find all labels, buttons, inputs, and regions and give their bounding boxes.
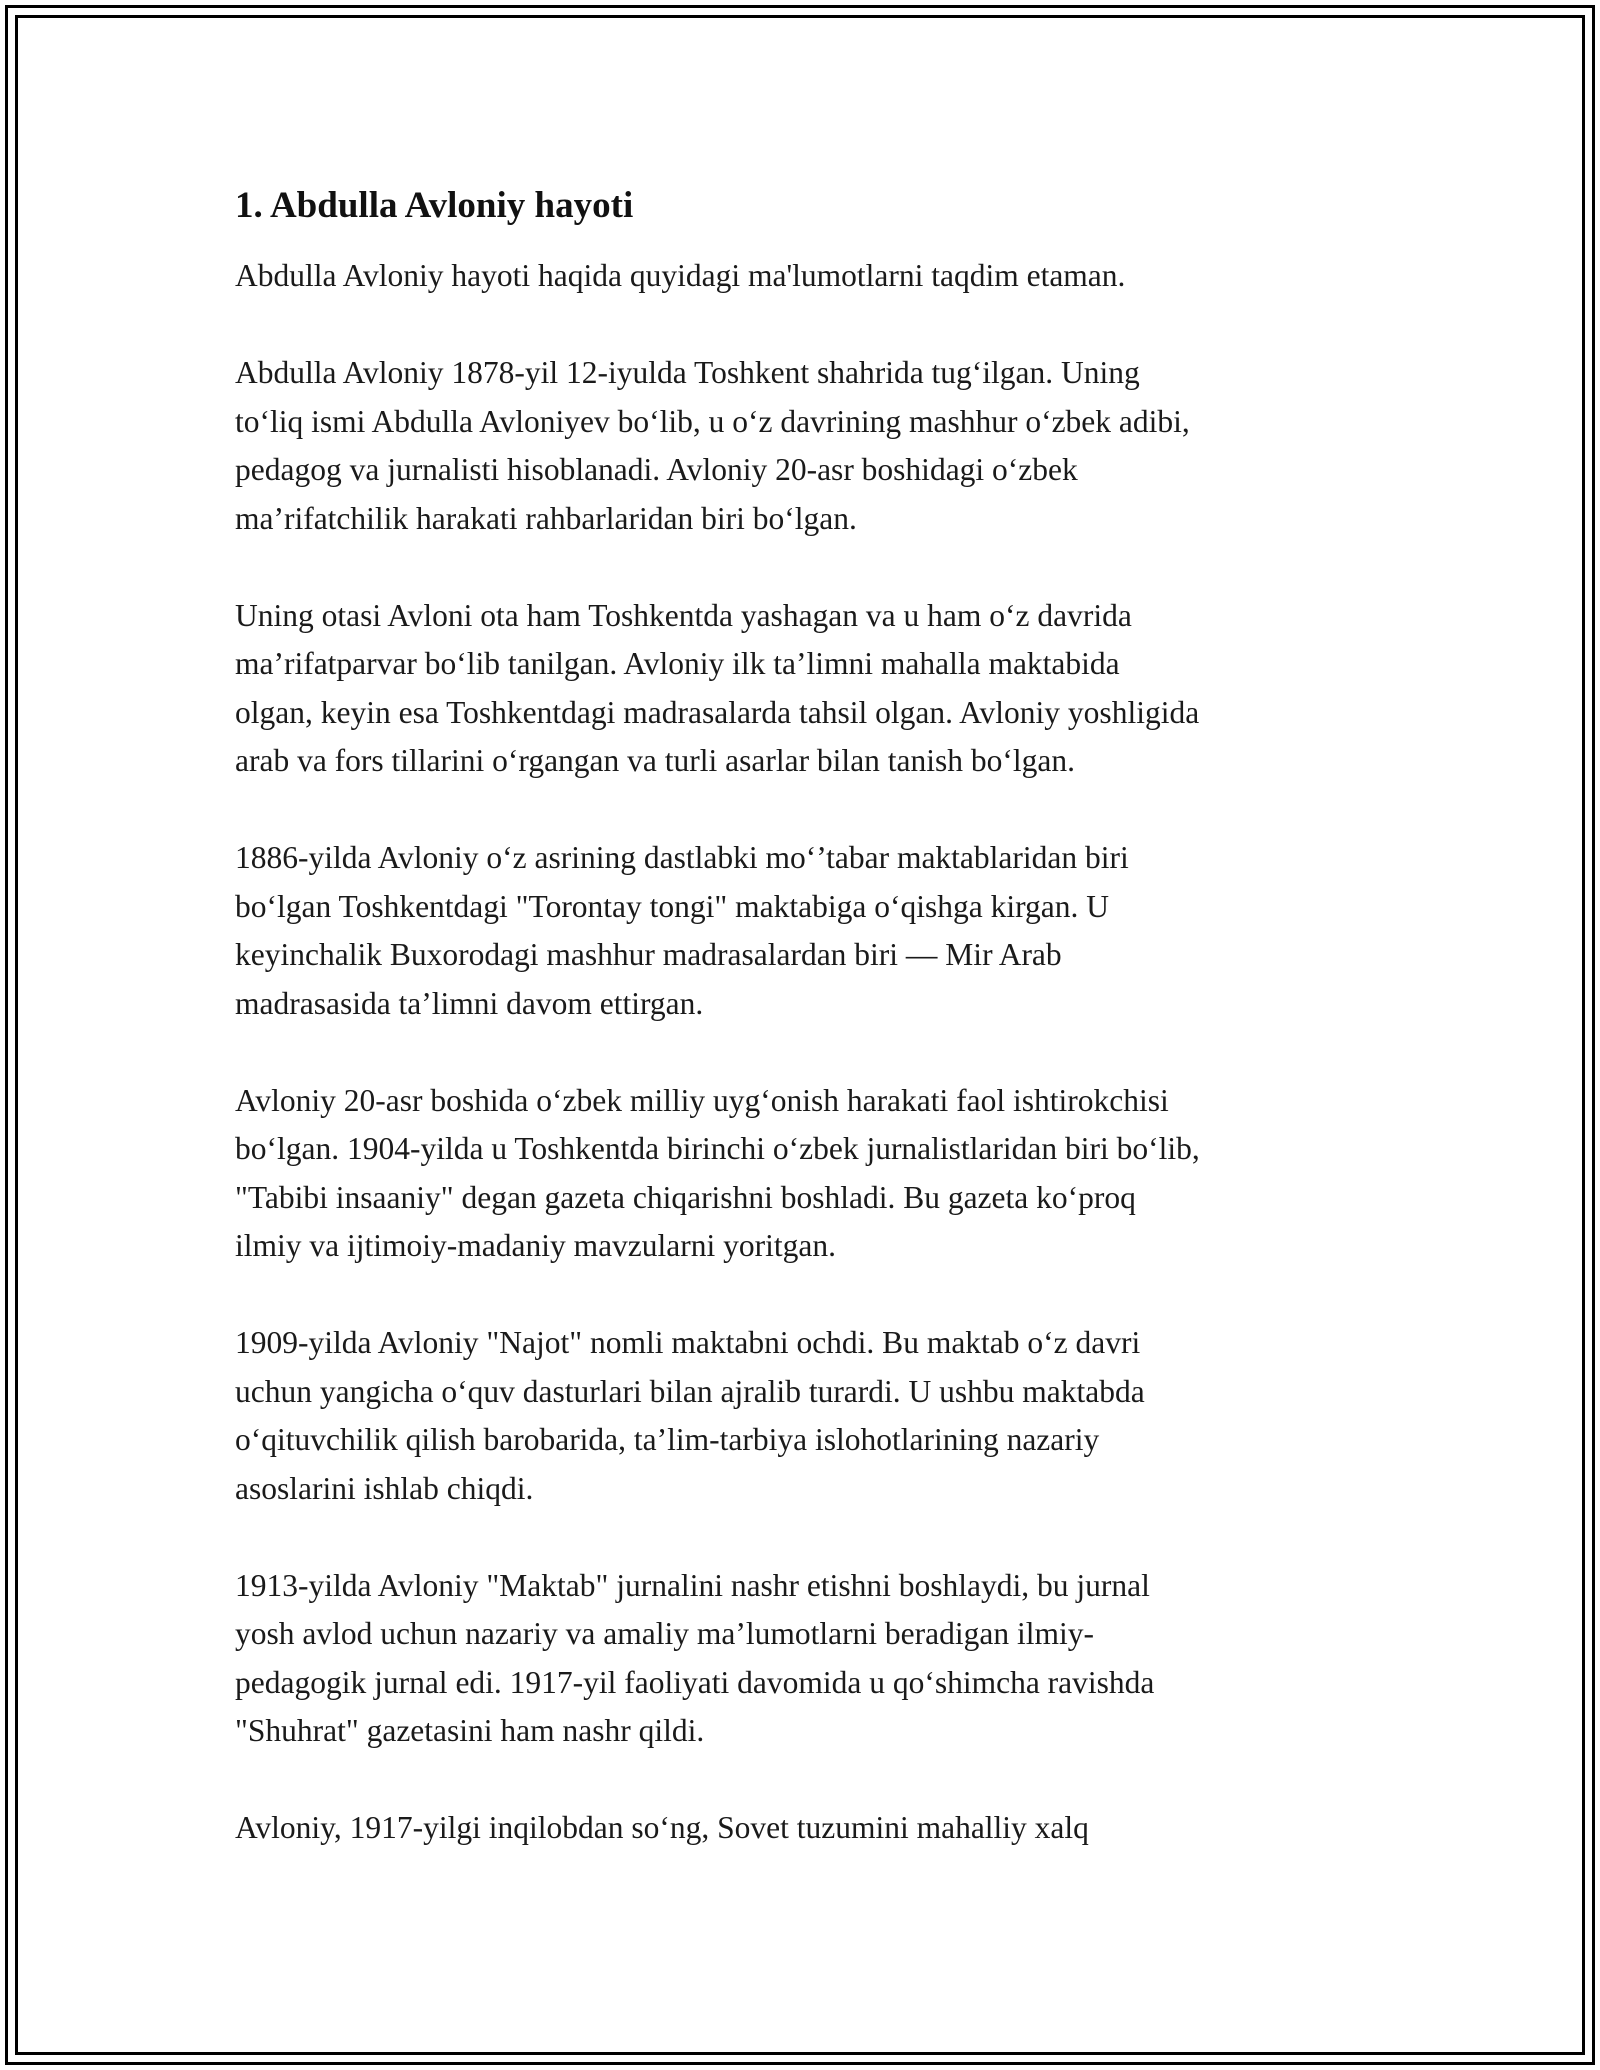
text-line: ilmiy va ijtimoiy-madaniy mavzularni yoritgan. — [235, 1228, 836, 1263]
document-title: 1. Abdulla Avloniy hayoti — [235, 185, 634, 226]
text-line: "Shuhrat" gazetasini ham nashr qildi. — [235, 1713, 705, 1748]
text-line: madrasasida ta’limni davom ettirgan. — [235, 985, 704, 1021]
paragraph-family — [235, 592, 1385, 786]
paragraph-journalism — [235, 1077, 1385, 1271]
text-line: keyinchalik Buxorodagi mashhur madrasalardan biri — Mir Arab — [235, 937, 1062, 972]
text-line: Avloniy, 1917-yilgi inqilobdan so‘ng, Sovet tuzumini mahalliy xalq — [235, 1810, 1089, 1845]
text-line: Avloniy 20-asr boshida o‘zbek milliy uyg‘onish harakati faol ishtirokchisi — [235, 1082, 1169, 1118]
text-line: bo‘lgan Toshkentdagi "Torontay tongi" maktabiga o‘qishga kirgan. U — [235, 888, 1109, 924]
paragraph-intro — [235, 252, 1385, 301]
text-line: 1886-yilda Avloniy o‘z asrining dastlabki mo‘’tabar maktablaridan biri — [235, 840, 1129, 875]
document-body — [235, 182, 1385, 1901]
text-line: arab va fors tillarini o‘rgangan va turli asarlar bilan tanish bo‘lgan. — [235, 743, 1076, 778]
text-line: Abdulla Avloniy hayoti haqida quyidagi ma'lumotlarni taqdim etaman. — [235, 258, 1126, 293]
text-line: Abdulla Avloniy 1878-yil 12-iyulda Toshkent shahrida tug‘ilgan. Uning — [235, 355, 1140, 390]
text-line: bo‘lgan. 1904-yilda u Toshkentda birinchi o‘zbek jurnalistlaridan biri bo‘lib, — [235, 1131, 1200, 1166]
text-line: Uning otasi Avloni ota ham Toshkentda yashagan va u ham o‘z davrida — [235, 597, 1132, 633]
paragraph-education — [235, 834, 1385, 1028]
text-line: asoslarini ishlab chiqdi. — [235, 1470, 534, 1506]
text-line: 1909-yilda Avloniy "Najot" nomli maktabni ochdi. Bu maktab o‘z davri — [235, 1325, 1141, 1360]
paragraph-revolution — [235, 1804, 1385, 1853]
text-line: o‘qituvchilik qilish barobarida, ta’lim-tarbiya islohotlarining nazariy — [235, 1422, 1100, 1457]
text-line: 1913-yilda Avloniy "Maktab" jurnalini nashr etishni boshlaydi, bu jurnal — [235, 1567, 1150, 1603]
text-line: olgan, keyin esa Toshkentdagi madrasalarda tahsil olgan. Avloniy yoshligida — [235, 694, 1200, 730]
text-line: pedagog va jurnalisti hisoblanadi. Avloniy 20-asr boshidagi o‘zbek — [235, 452, 1078, 487]
text-line: to‘liq ismi Abdulla Avloniyev bo‘lib, u o‘z davrining mashhur o‘zbek adibi, — [235, 403, 1190, 439]
text-line: ma’rifatchilik harakati rahbarlaridan biri bo‘lgan. — [235, 500, 857, 536]
text-line: "Tabibi insaaniy" degan gazeta chiqarishni boshladi. Bu gazeta ko‘proq — [235, 1179, 1136, 1215]
text-line: uchun yangicha o‘quv dasturlari bilan ajralib turardi. U ushbu maktabda — [235, 1373, 1145, 1409]
paragraph-najot-school — [235, 1319, 1385, 1513]
paragraph-maktab-journal — [235, 1562, 1385, 1756]
text-line: ma’rifatparvar bo‘lib tanilgan. Avloniy ilk ta’limni mahalla maktabida — [235, 646, 1120, 681]
text-line: yosh avlod uchun nazariy va amaliy ma’lumotlarni beradigan ilmiy- — [235, 1616, 1094, 1651]
paragraph-birth — [235, 349, 1385, 543]
text-line: pedagogik jurnal edi. 1917-yil faoliyati davomida u qo‘shimcha ravishda — [235, 1664, 1155, 1700]
